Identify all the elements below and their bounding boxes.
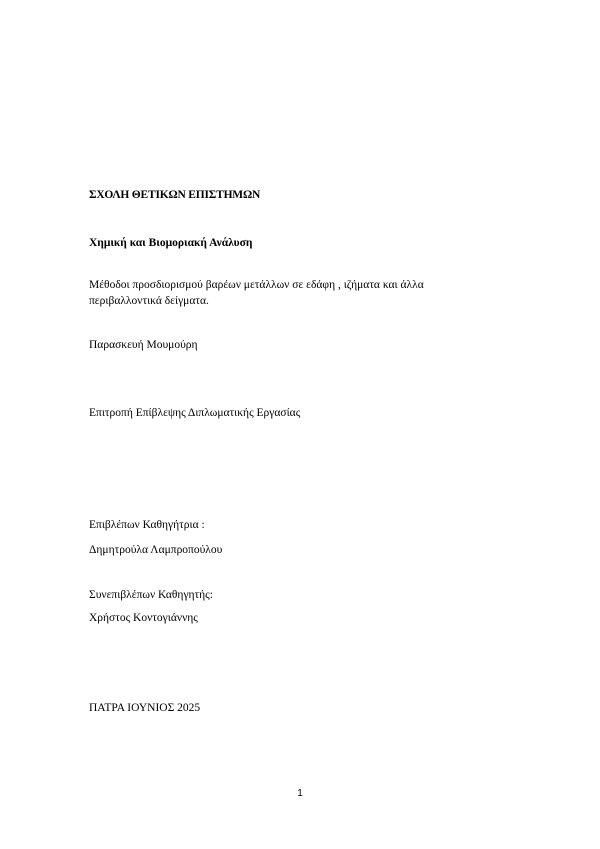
committee-heading: Επιτροπή Επίβλεψης Διπλωματικής Εργασίας (89, 407, 301, 419)
page-number: 1 (297, 788, 303, 799)
author-name: Παρασκευή Μουμούρη (89, 339, 198, 351)
supervisor-name: Δημητρούλα Λαμπροπούλου (89, 544, 223, 556)
supervisor-label: Επιβλέπων Καθηγήτρια : (89, 519, 205, 531)
department-name: Χημική και Βιομοριακή Ανάλυση (89, 237, 253, 249)
place-and-date: ΠΑΤΡΑ ΙΟΥΝΙΟΣ 2025 (89, 702, 201, 714)
co-supervisor-name: Χρήστος Κοντογιάννης (89, 612, 198, 624)
co-supervisor-label: Συνεπιβλέπων Καθηγητής: (89, 589, 213, 601)
thesis-title-line-1: Μέθοδοι προσδιορισμού βαρέων μετάλλων σε εδάφη , ιζήματα και άλλα (89, 279, 424, 291)
school-name: ΣΧΟΛΗ ΘΕΤΙΚΩΝ ΕΠΙΣΤΗΜΩΝ (89, 189, 261, 201)
thesis-title-line-2: περιβαλλοντικά δείγματα. (89, 295, 209, 307)
